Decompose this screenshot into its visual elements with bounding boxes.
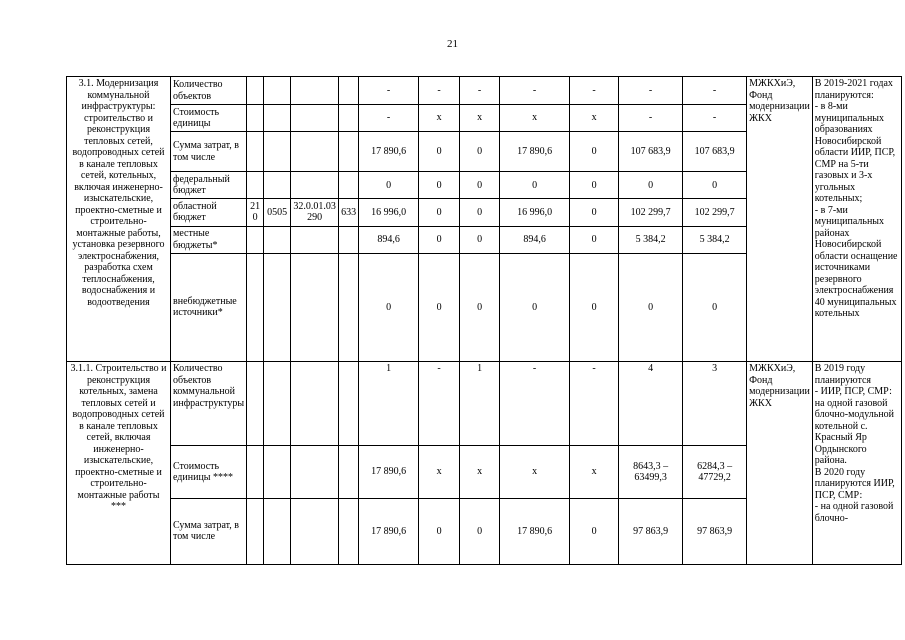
page-number: 21 [447, 38, 458, 50]
executor: МЖКХиЭ, Фонд модернизации ЖКХ [747, 77, 813, 362]
table-row: 3.1. Модернизация коммунальной инфраструктуры: строительство и реконструкция тепловых сетей, водопроводных сетей в канале тепловых сетей, котельных, включая инженерно-изыскательские, проектно-сметные и строительно-монтажные работы, установка резервного электроснабжения, разработка схем теплоснабжения, водоснабжения и водоотведения Количество объектов - - - - - - - МЖКХиЭ, Фонд модернизации ЖКХ В 2019-2021 годах планируются: - в 8-ми муниципальных образованиях Новосибирской области ИИР, ПСР, СМР на 5-ти газовых и 3-х угольных котельных; - в 7-ми муниципальных районах Новосибирской области оснащение источниками резервного электроснабжения 40 муниципальных котельных [67, 77, 902, 105]
table-row: 3.1.1. Строительство и реконструкция котельных, замена тепловых сетей и водопроводных сетей в канале тепловых сетей, включая инженерно-изыскательские, проектно-сметные и строительно-монтажные работы *** Количество объектов коммунальной инфраструктуры 1 - 1 - - 4 3 МЖКХиЭ, Фонд модернизации ЖКХ В 2019 году планируются - ИИР, ПСР, СМР: на одной газовой блочно-модульной котельной с. Красный Яр Ордынского района. В 2020 году планируются ИИР, ПСР, СМР: - на одной газовой блочно- [67, 362, 902, 446]
table-row: Стоимость единицы **** 17 890,6 x x x x 8643,3 – 63499,3 6284,3 – 47729,2 [67, 446, 902, 498]
program-table [66, 76, 902, 565]
table-row: Сумма затрат, в том числе 17 890,6 0 0 17 890,6 0 97 863,9 97 863,9 [67, 498, 902, 564]
table-row: внебюджетные источники* 0 0 0 0 0 0 0 [67, 253, 902, 361]
note [812, 77, 901, 362]
table-row: федеральный бюджет 0 0 0 0 0 0 0 [67, 172, 902, 199]
table-row: областной бюджет 210 0505 32.0.01.03290 633 16 996,0 0 0 16 996,0 0 102 299,7 102 299,7 [67, 199, 902, 226]
table-row: местные бюджеты* 894,6 0 0 894,6 0 5 384,2 5 384,2 [67, 226, 902, 253]
code-rzpr: 0505 [264, 199, 291, 226]
table-row: Сумма затрат, в том числе 17 890,6 0 0 17 890,6 0 107 683,9 107 683,9 [67, 132, 902, 172]
code-grbs: 210 [247, 199, 264, 226]
section-title: 3.1.1. Строительство и реконструкция котельных, замена тепловых сетей и водопроводных сетей в канале тепловых сетей, включая инженерно-изыскательские, проектно-сметные и строительно-монтажные работы *** [67, 362, 171, 565]
note-text: В 2019 году планируются - ИИР, ПСР, СМР: на одной газовой блочно-модульной котельной с. Красный Яр Ордынского района. В 2020 году планируются ИИР, ПСР, СМР: - на одной газовой блочно- [814, 363, 895, 524]
code-csr: 32.0.01.03290 [291, 199, 339, 226]
row-label: Количество объектов [171, 77, 247, 105]
note [812, 362, 901, 565]
note-text: В 2019-2021 годах планируются: - в 8-ми муниципальных образованиях Новосибирской области ИИР, ПСР, СМР на 5-ти газовых и 3-х угольных котельных; - в 7-ми муниципальных районах Новосибирской области оснащение источниками резервного электроснабжения 40 муниципальных котельных [814, 78, 898, 319]
table-row: Стоимость единицы - x x x x - - [67, 105, 902, 132]
section-title: 3.1. Модернизация коммунальной инфраструктуры: строительство и реконструкция тепловых сетей, водопроводных сетей в канале тепловых сетей, котельных, включая инженерно-изыскательские, проектно-сметные и строительно-монтажные работы, установка резервного электроснабжения, разработка схем теплоснабжения, водоснабжения и водоотведения [67, 77, 171, 362]
executor: МЖКХиЭ, Фонд модернизации ЖКХ [747, 362, 813, 565]
code-vr: 633 [339, 199, 359, 226]
